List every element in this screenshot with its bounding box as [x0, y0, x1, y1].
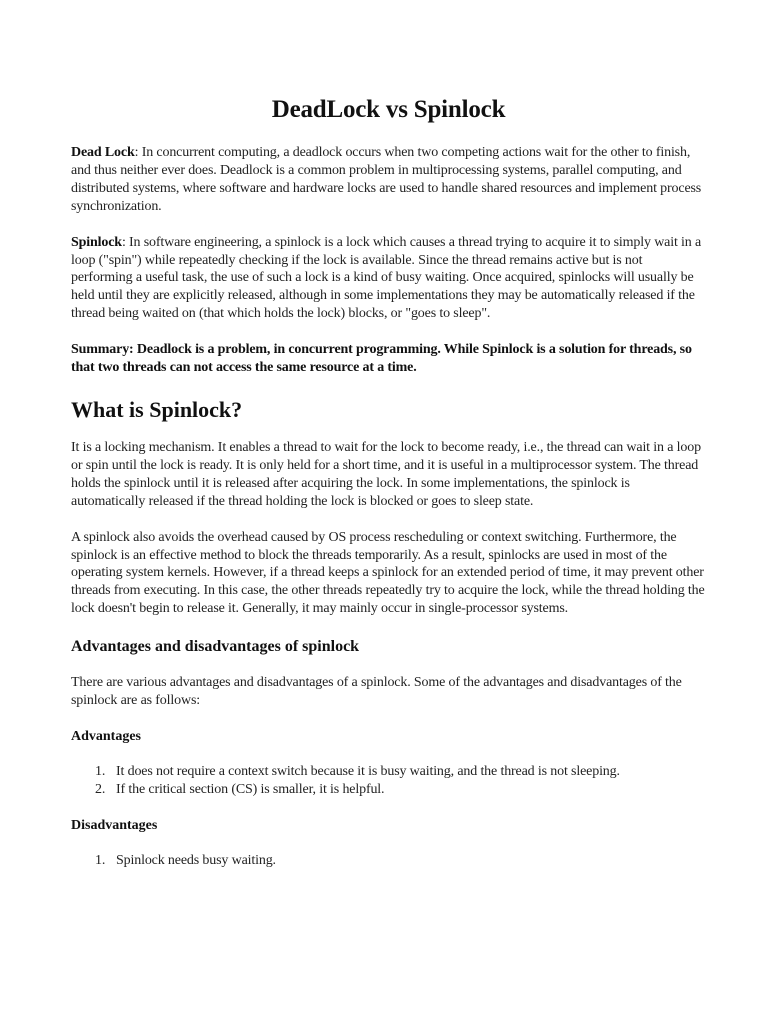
- list-item: [71, 852, 706, 870]
- what-is-spinlock-paragraph-1: It is a locking mechanism. It enables a thread to wait for the lock to become ready, i.e., the thread can wait in a loop or spin until the lock is ready. It is only held for a short time, and it is useful in a multiprocessor system. The thread holds the spinlock until it is released after acquiring the lock. In some implementations, the spinlock is automatically released if the thread holding the lock is blocked or goes to sleep state.: [71, 439, 701, 509]
- summary-paragraph: Summary: Deadlock is a problem, in concurrent programming. While Spinlock is a solution for threads, so that two threads can not access the same resource at a time.: [71, 342, 692, 376]
- disadvantages-list: [71, 852, 706, 870]
- spinlock-text: : In software engineering, a spinlock is a lock which causes a thread trying to acquire it to simply wait in a loop ("spin") while repeatedly checking if the lock is available. Since the thread remains active but is not performing a useful task, the use of such a lock is a kind of busy waiting. Once acquired, spinlocks will usually be held until they are explicitly released, although in some implementations they may be automatically released if the thread being waited on (that which holds the lock) blocks, or "goes to sleep".: [71, 234, 702, 322]
- advantages-heading: Advantages: [71, 728, 142, 744]
- spinlock-term: Spinlock: [71, 234, 122, 250]
- list-item-number: 2.: [95, 781, 106, 797]
- what-is-spinlock-heading: What is Spinlock?: [71, 396, 243, 422]
- list-item-number: 1.: [95, 763, 106, 779]
- list-item-text: If the critical section (CS) is smaller, it is helpful.: [116, 781, 385, 797]
- deadlock-definition: [71, 144, 706, 216]
- list-item: [71, 763, 706, 781]
- document-title: DeadLock vs Spinlock: [271, 96, 506, 123]
- deadlock-text: : In concurrent computing, a deadlock occurs when two competing actions wait for the other to finish, and thus neither ever does. Deadlock is a common problem in multiprocessing systems, parallel computing, and distributed systems, where software and hardware locks are used to handle shared resources and implement process synchronization.: [71, 145, 702, 214]
- advantages-list: [71, 763, 706, 799]
- disadvantages-heading: Disadvantages: [71, 817, 158, 833]
- advantages-disadvantages-heading: Advantages and disadvantages of spinlock: [71, 638, 360, 656]
- what-is-spinlock-paragraph-2: A spinlock also avoids the overhead caused by OS process rescheduling or context switching. Furthermore, the spinlock is an effective method to block the threads temporarily. As a result, spinlocks are used in most of the operating system kernels. However, if a thread keeps a spinlock for an extended period of time, it may prevent other threads from executing. In this case, the other threads repeatedly try to acquire the lock, while the thread holding the lock doesn't begin to release it. Generally, it may mainly occur in single-processor systems.: [71, 529, 705, 617]
- spinlock-definition: [71, 234, 706, 324]
- deadlock-term: Dead Lock: [71, 145, 135, 160]
- list-item-number: 1.: [95, 852, 106, 868]
- list-item-text: It does not require a context switch because it is busy waiting, and the thread is not sleeping.: [116, 763, 620, 779]
- advantages-disadvantages-intro: There are various advantages and disadvantages of a spinlock. Some of the advantages and disadvantages of the spinlock are as follows:: [71, 675, 682, 709]
- list-item: [71, 781, 706, 799]
- list-item-text: Spinlock needs busy waiting.: [116, 852, 276, 868]
